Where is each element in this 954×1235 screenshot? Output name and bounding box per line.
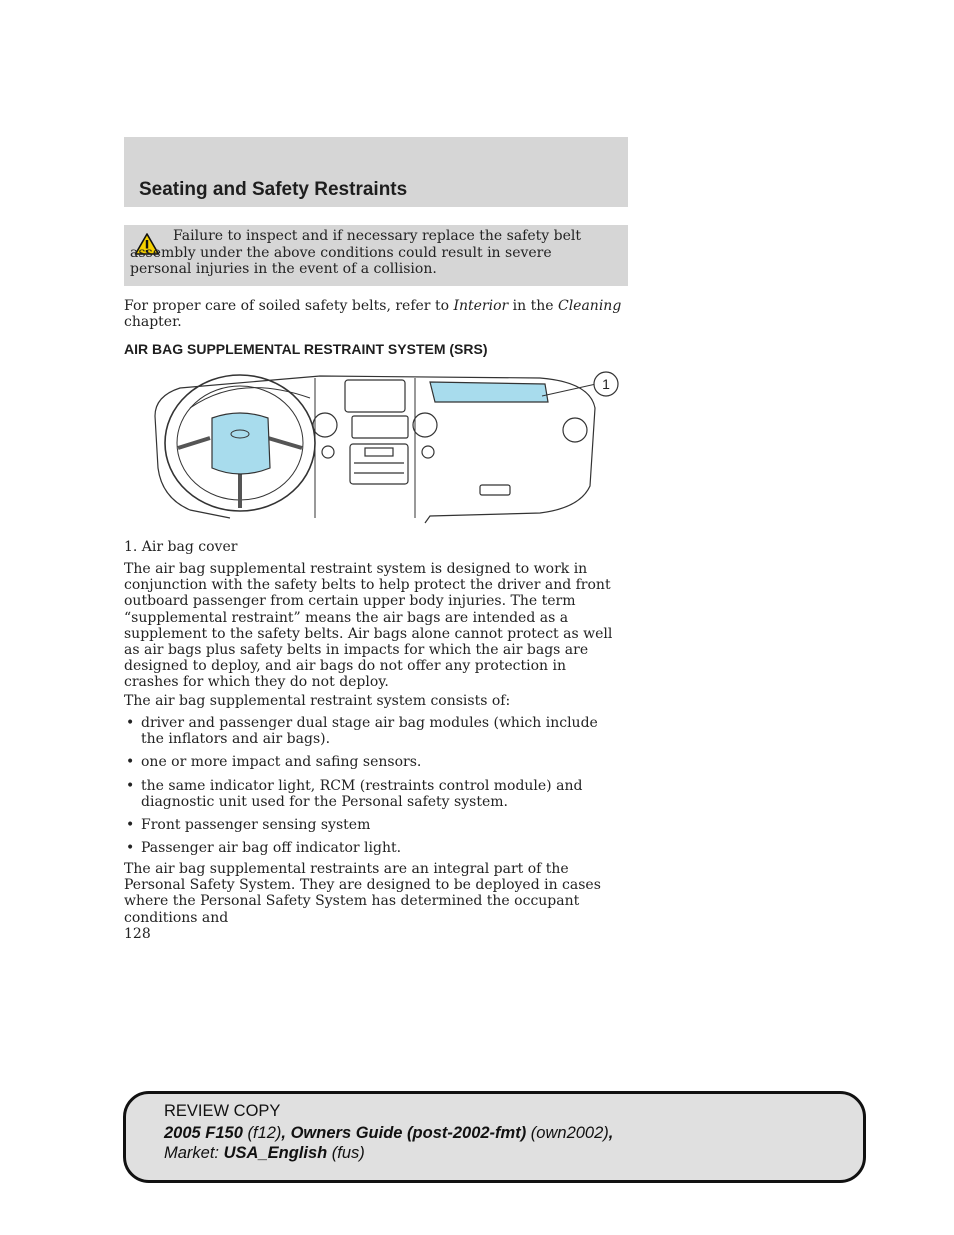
review-market-code: (fus) bbox=[327, 1144, 365, 1162]
list-item bbox=[124, 715, 624, 747]
list-item-text: Passenger air bag off indicator light. bbox=[141, 840, 402, 857]
review-market-label: Market: bbox=[164, 1144, 224, 1162]
paragraph-system-consists: The air bag supplemental restraint system consists of: bbox=[124, 693, 511, 709]
list-item-text: Front passenger sensing system bbox=[141, 817, 371, 834]
care-paragraph bbox=[124, 298, 624, 330]
care-text-mid: in the bbox=[508, 298, 558, 314]
review-model-code: (f12) bbox=[242, 1124, 282, 1142]
right-side-vent bbox=[563, 418, 587, 442]
list-item bbox=[124, 817, 624, 833]
care-text-pre: For proper care of soiled safety belts, refer to bbox=[124, 298, 454, 314]
diagram-caption: 1. Air bag cover bbox=[124, 539, 238, 555]
passenger-air-bag-cover bbox=[430, 382, 548, 402]
review-copy-box bbox=[123, 1091, 866, 1183]
bullet-point: • bbox=[126, 777, 135, 794]
center-stack bbox=[345, 380, 408, 484]
page-number: 128 bbox=[124, 926, 151, 942]
left-center-vent bbox=[313, 413, 337, 437]
review-model-line bbox=[164, 1124, 613, 1143]
bullet-point: • bbox=[126, 817, 135, 834]
right-center-vent bbox=[413, 413, 437, 437]
review-separator: , bbox=[281, 1124, 291, 1142]
bullet-point: • bbox=[126, 715, 135, 731]
system-components-list bbox=[124, 715, 624, 863]
review-market: USA_English bbox=[223, 1144, 328, 1162]
review-guide-code: (own2002) bbox=[526, 1124, 609, 1142]
review-market-line bbox=[164, 1144, 365, 1163]
interior-reference: Interior bbox=[453, 298, 509, 314]
page-title: Seating and Safety Restraints bbox=[139, 179, 408, 200]
review-separator-2: , bbox=[608, 1124, 614, 1142]
driver-air-bag-cover bbox=[212, 413, 270, 474]
review-guide: Owners Guide (post-2002-fmt) bbox=[290, 1124, 527, 1142]
list-item bbox=[124, 778, 624, 810]
list-item bbox=[124, 840, 624, 856]
dashboard-diagram bbox=[150, 368, 630, 528]
glove-box-handle bbox=[480, 485, 510, 495]
paragraph-integral-part: The air bag supplemental restraints are an integral part of the Personal Safety System. They are designed to be deployed in cases where the Personal Safety System has determined the occupant conditions and bbox=[124, 861, 601, 926]
review-model: 2005 F150 bbox=[164, 1124, 243, 1142]
bullet-point: • bbox=[126, 840, 135, 857]
callout-number: 1 bbox=[602, 376, 610, 392]
cleaning-reference: Cleaning bbox=[557, 298, 622, 314]
warning-text: Failure to inspect and if necessary replace the safety belt assembly under the above conditions could result in severe personal injuries in the event of a collision. bbox=[130, 228, 581, 277]
list-item bbox=[124, 754, 624, 770]
review-copy-label: REVIEW COPY bbox=[164, 1102, 281, 1120]
list-item-text: one or more impact and safing sensors. bbox=[141, 754, 422, 771]
list-item-text: the same indicator light, RCM (restraints control module) and diagnostic unit used for the Personal safety system. bbox=[141, 777, 583, 810]
bullet-point: • bbox=[126, 754, 135, 771]
right-knob bbox=[422, 446, 434, 458]
list-item-text: driver and passenger dual stage air bag modules (which include the inflators and air bags). bbox=[141, 715, 598, 748]
care-text-post: chapter. bbox=[124, 314, 182, 331]
section-header-band bbox=[124, 137, 628, 207]
paragraph-air-bag-description: The air bag supplemental restraint system is designed to work in conjunction with the safety belts to help protect the driver and front outboard passenger from certain upper body injuries. The term “supplemental restraint” means the air bags are intended as a supplement to the safety belts. Air bags alone cannot protect as well as air bags plus safety belts in impacts for which the air bags are designed to deploy, and air bags do not offer any protection in crashes for which they do not deploy. bbox=[124, 561, 613, 691]
warning-box bbox=[124, 225, 628, 286]
section-heading: AIR BAG SUPPLEMENTAL RESTRAINT SYSTEM (SRS) bbox=[124, 341, 488, 357]
left-knob bbox=[322, 446, 334, 458]
